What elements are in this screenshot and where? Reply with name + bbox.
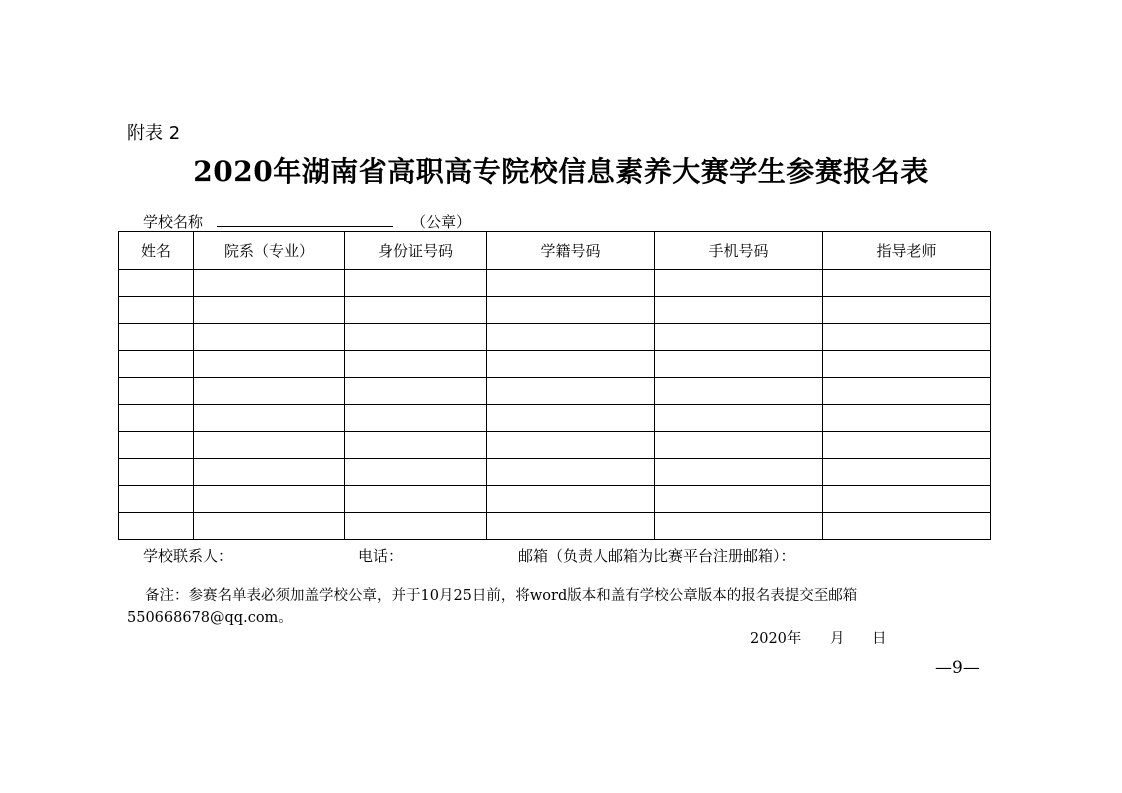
table-cell[interactable] <box>345 405 487 432</box>
school-name-line <box>143 211 471 232</box>
phone-label: 电话： <box>358 547 404 565</box>
table-cell[interactable] <box>194 432 345 459</box>
form-title: 2020年湖南省高职高专院校信息素养大赛学生参赛报名表 <box>193 155 929 188</box>
table-cell[interactable] <box>194 459 345 486</box>
table-cell[interactable] <box>655 270 823 297</box>
table-row <box>119 513 991 540</box>
table-cell[interactable] <box>823 351 991 378</box>
table-header-row <box>119 232 991 270</box>
table-cell[interactable] <box>655 405 823 432</box>
table-cell[interactable] <box>194 486 345 513</box>
table-body <box>119 270 991 540</box>
table-cell[interactable] <box>487 378 655 405</box>
table-cell[interactable] <box>487 432 655 459</box>
table-cell[interactable] <box>487 297 655 324</box>
email-label: 邮箱（负责人邮箱为比赛平台注册邮箱）： <box>518 547 796 565</box>
table-cell[interactable] <box>194 351 345 378</box>
table-row <box>119 378 991 405</box>
school-name-blank[interactable] <box>217 212 393 227</box>
table-cell[interactable] <box>655 324 823 351</box>
header-department: 院系（专业） <box>194 232 345 270</box>
table-cell[interactable] <box>345 351 487 378</box>
table-cell[interactable] <box>345 270 487 297</box>
table-cell[interactable] <box>194 513 345 540</box>
appendix-label: 附表 2 <box>127 123 181 144</box>
seal-label: （公章） <box>411 213 472 231</box>
header-id-number: 身份证号码 <box>345 232 487 270</box>
table-cell[interactable] <box>194 270 345 297</box>
header-student-number: 学籍号码 <box>487 232 655 270</box>
table-cell[interactable] <box>119 297 194 324</box>
table-cell[interactable] <box>487 270 655 297</box>
table-cell[interactable] <box>487 459 655 486</box>
table-row <box>119 351 991 378</box>
table-cell[interactable] <box>655 351 823 378</box>
note-text: 备注：参赛名单表必须加盖学校公章，并于10月25日前，将word版本和盖有学校公章版本的报名表提交至邮箱550668678@qq.com。 <box>127 588 858 626</box>
table-cell[interactable] <box>194 405 345 432</box>
table-cell[interactable] <box>345 324 487 351</box>
table-cell[interactable] <box>655 459 823 486</box>
table-cell[interactable] <box>655 378 823 405</box>
table-row <box>119 486 991 513</box>
table-cell[interactable] <box>119 513 194 540</box>
table-cell[interactable] <box>487 351 655 378</box>
header-advisor: 指导老师 <box>823 232 991 270</box>
table-cell[interactable] <box>194 324 345 351</box>
table-row <box>119 297 991 324</box>
table-cell[interactable] <box>119 405 194 432</box>
page-number: —9— <box>935 658 980 678</box>
table-cell[interactable] <box>345 513 487 540</box>
table-cell[interactable] <box>823 513 991 540</box>
table-cell[interactable] <box>119 324 194 351</box>
table-cell[interactable] <box>119 432 194 459</box>
table-cell[interactable] <box>655 432 823 459</box>
table-cell[interactable] <box>194 297 345 324</box>
table-cell[interactable] <box>823 270 991 297</box>
contact-person-label: 学校联系人： <box>143 547 234 565</box>
table-cell[interactable] <box>194 378 345 405</box>
table-cell[interactable] <box>345 459 487 486</box>
table-cell[interactable] <box>823 432 991 459</box>
table-cell[interactable] <box>487 405 655 432</box>
table-cell[interactable] <box>119 486 194 513</box>
table-cell[interactable] <box>345 378 487 405</box>
table-cell[interactable] <box>487 324 655 351</box>
table-cell[interactable] <box>487 486 655 513</box>
table-cell[interactable] <box>823 297 991 324</box>
table-row <box>119 324 991 351</box>
table-cell[interactable] <box>823 405 991 432</box>
school-name-label: 学校名称 <box>143 213 204 231</box>
table-cell[interactable] <box>487 513 655 540</box>
table-row <box>119 459 991 486</box>
table-row <box>119 405 991 432</box>
table-cell[interactable] <box>655 513 823 540</box>
table-cell[interactable] <box>345 432 487 459</box>
table-cell[interactable] <box>119 459 194 486</box>
table-cell[interactable] <box>119 270 194 297</box>
table-row <box>119 432 991 459</box>
table-cell[interactable] <box>655 486 823 513</box>
table-cell[interactable] <box>823 378 991 405</box>
date-day: 日 <box>872 631 887 647</box>
table-cell[interactable] <box>345 486 487 513</box>
table-cell[interactable] <box>345 297 487 324</box>
date-year: 2020年 <box>750 631 802 647</box>
table-cell[interactable] <box>823 486 991 513</box>
table-cell[interactable] <box>119 351 194 378</box>
header-name: 姓名 <box>119 232 194 270</box>
table-cell[interactable] <box>823 324 991 351</box>
date-month: 月 <box>830 631 845 647</box>
table-cell[interactable] <box>655 297 823 324</box>
registration-table <box>118 231 991 540</box>
table-cell[interactable] <box>823 459 991 486</box>
table-cell[interactable] <box>119 378 194 405</box>
table-row <box>119 270 991 297</box>
header-phone: 手机号码 <box>655 232 823 270</box>
